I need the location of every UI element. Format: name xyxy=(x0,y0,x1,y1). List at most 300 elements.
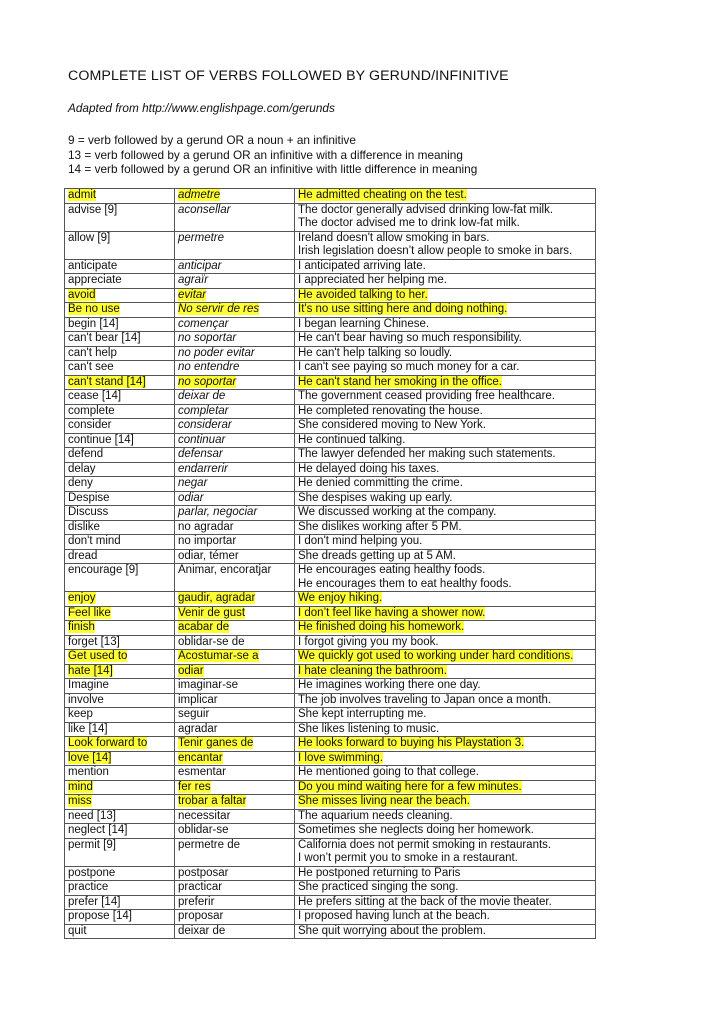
verb-cell xyxy=(65,679,175,694)
example-line xyxy=(298,361,592,375)
example-line xyxy=(298,694,592,708)
translation-text: permetre de xyxy=(178,838,241,851)
example-line xyxy=(298,419,592,433)
table-row xyxy=(65,535,596,550)
example-line xyxy=(298,737,592,751)
translation-text: oblidar-se xyxy=(178,824,229,836)
table-row xyxy=(65,231,596,259)
verb-text: don't mind xyxy=(68,535,121,547)
example-line xyxy=(298,274,592,288)
example-cell xyxy=(295,477,596,492)
translation-cell xyxy=(175,346,295,361)
verb-text: anticipate xyxy=(68,259,118,272)
table-row xyxy=(65,317,596,332)
table-row xyxy=(65,549,596,564)
verb-cell xyxy=(65,288,175,303)
translation-text: preferir xyxy=(178,895,215,908)
translation-cell xyxy=(175,824,295,839)
verb-cell xyxy=(65,549,175,564)
table-row xyxy=(65,924,596,939)
verb-text: allow [9] xyxy=(68,231,111,244)
verb-text: mention xyxy=(68,766,109,778)
example-line xyxy=(298,910,592,924)
example-line xyxy=(298,564,592,578)
verb-table-body xyxy=(65,189,596,939)
verb-text: continue [14] xyxy=(68,433,134,446)
verb-text: can't see xyxy=(68,361,114,373)
verb-text: can't bear [14] xyxy=(68,332,141,344)
verb-text: Despise xyxy=(68,491,110,504)
example-cell xyxy=(295,564,596,592)
translation-cell xyxy=(175,924,295,939)
example-cell xyxy=(295,288,596,303)
verb-cell xyxy=(65,693,175,708)
verb-text: love [14] xyxy=(68,751,112,764)
example-cell xyxy=(295,751,596,766)
example-text: I began learning Chinese. xyxy=(298,317,430,330)
translation-cell xyxy=(175,231,295,259)
translation-cell xyxy=(175,332,295,347)
translation-text: Venir de gust xyxy=(178,606,246,619)
table-row xyxy=(65,679,596,694)
translation-cell xyxy=(175,491,295,506)
verb-cell xyxy=(65,664,175,679)
translation-text: agradar xyxy=(178,722,218,735)
example-cell xyxy=(295,332,596,347)
translation-cell xyxy=(175,303,295,318)
example-cell xyxy=(295,375,596,390)
example-cell xyxy=(295,924,596,939)
example-line xyxy=(298,810,592,824)
table-row xyxy=(65,332,596,347)
translation-cell xyxy=(175,895,295,910)
example-line xyxy=(298,824,592,838)
translation-text: evitar xyxy=(178,288,207,301)
example-cell xyxy=(295,910,596,925)
legend-item: 9 = verb followed by a gerund OR a noun + an infinitive xyxy=(68,133,356,147)
translation-text: aconsellar xyxy=(178,203,231,216)
example-text: She considered moving to New York. xyxy=(298,419,486,431)
example-cell xyxy=(295,795,596,810)
translation-cell xyxy=(175,433,295,448)
table-row xyxy=(65,288,596,303)
example-text: We discussed working at the company. xyxy=(298,506,497,518)
verb-cell xyxy=(65,361,175,376)
example-text: He encourages eating healthy foods. xyxy=(298,564,486,576)
translation-text: encantar xyxy=(178,751,223,764)
verb-text: like [14] xyxy=(68,722,108,735)
example-text: He continued talking. xyxy=(298,433,406,446)
table-row xyxy=(65,621,596,636)
legend xyxy=(68,133,477,177)
example-line xyxy=(298,477,592,491)
table-row xyxy=(65,189,596,204)
verb-text: advise [9] xyxy=(68,203,118,216)
example-cell xyxy=(295,664,596,679)
table-row xyxy=(65,506,596,521)
verb-text: enjoy xyxy=(68,592,96,604)
verb-cell xyxy=(65,189,175,204)
example-cell xyxy=(295,231,596,259)
example-cell xyxy=(295,824,596,839)
verb-cell xyxy=(65,303,175,318)
example-text: He prefers sitting at the back of the movie theater. xyxy=(298,895,552,908)
example-text: He encourages them to eat healthy foods. xyxy=(298,577,512,590)
translation-text: endarrerir xyxy=(178,462,228,475)
example-cell xyxy=(295,462,596,477)
example-text: The lawyer defended her making such statements. xyxy=(298,448,556,460)
verb-text: involve xyxy=(68,693,104,706)
example-line xyxy=(298,723,592,737)
verb-cell xyxy=(65,274,175,289)
translation-cell xyxy=(175,203,295,231)
example-line xyxy=(298,881,592,895)
example-text: He postponed returning to Paris xyxy=(298,866,461,879)
verb-table xyxy=(64,188,596,939)
example-text: We quickly got used to working under hard conditions. xyxy=(298,650,574,662)
example-text: She likes listening to music. xyxy=(298,722,440,735)
translation-cell xyxy=(175,288,295,303)
table-row xyxy=(65,361,596,376)
translation-text: seguir xyxy=(178,708,210,720)
translation-cell xyxy=(175,795,295,810)
translation-text: no soportar xyxy=(178,375,237,388)
example-line xyxy=(298,636,592,650)
verb-cell xyxy=(65,910,175,925)
verb-cell xyxy=(65,477,175,492)
verb-cell xyxy=(65,203,175,231)
translation-text: esmentar xyxy=(178,766,226,778)
verb-text: delay xyxy=(68,462,96,475)
verb-text: quit xyxy=(68,924,87,937)
example-cell xyxy=(295,520,596,535)
verb-cell xyxy=(65,635,175,650)
verb-text: postpone xyxy=(68,866,116,879)
translation-cell xyxy=(175,404,295,419)
verb-text: Imagine xyxy=(68,679,109,691)
example-text: She dislikes working after 5 PM. xyxy=(298,520,462,533)
example-text: I can't see paying so much money for a car. xyxy=(298,361,520,373)
example-line xyxy=(298,752,592,766)
verb-text: consider xyxy=(68,419,112,431)
translation-text: acabar de xyxy=(178,621,230,633)
example-line xyxy=(298,665,592,679)
example-cell xyxy=(295,650,596,665)
table-row xyxy=(65,795,596,810)
example-line xyxy=(298,896,592,910)
verb-text: Be no use xyxy=(68,303,120,315)
example-text: He finished doing his homework. xyxy=(298,621,465,633)
verb-cell xyxy=(65,751,175,766)
verb-cell xyxy=(65,838,175,866)
table-row xyxy=(65,737,596,752)
translation-cell xyxy=(175,650,295,665)
page-title: COMPLETE LIST OF VERBS FOLLOWED BY GERUND/INFINITIVE xyxy=(68,68,509,84)
translation-text: completar xyxy=(178,404,229,417)
table-row xyxy=(65,635,596,650)
example-cell xyxy=(295,189,596,204)
example-line xyxy=(298,839,592,853)
example-text: California does not permit smoking in restaurants. xyxy=(298,838,552,851)
example-line xyxy=(298,852,592,866)
example-cell xyxy=(295,404,596,419)
translation-text: continuar xyxy=(178,433,226,446)
table-row xyxy=(65,664,596,679)
example-cell xyxy=(295,693,596,708)
verb-text: cease [14] xyxy=(68,390,122,402)
example-text: He avoided talking to her. xyxy=(298,288,428,301)
translation-cell xyxy=(175,866,295,881)
translation-text: imaginar-se xyxy=(178,679,239,691)
verb-text: begin [14] xyxy=(68,317,119,330)
example-text: He looks forward to buying his Playstation 3. xyxy=(298,737,525,749)
example-text: She kept interrupting me. xyxy=(298,708,427,720)
translation-text: Tenir ganes de xyxy=(178,737,254,749)
verb-text: appreciate xyxy=(68,274,122,286)
table-row xyxy=(65,404,596,419)
translation-cell xyxy=(175,664,295,679)
verb-cell xyxy=(65,737,175,752)
translation-text: trobar a faltar xyxy=(178,795,247,807)
example-text: Sometimes she neglects doing her homework. xyxy=(298,824,534,836)
table-row xyxy=(65,650,596,665)
table-row xyxy=(65,606,596,621)
example-cell xyxy=(295,203,596,231)
translation-text: agraïr xyxy=(178,274,209,286)
translation-cell xyxy=(175,679,295,694)
verb-text: Feel like xyxy=(68,606,111,619)
verb-cell xyxy=(65,621,175,636)
table-row xyxy=(65,390,596,405)
verb-cell xyxy=(65,809,175,824)
example-line xyxy=(298,232,592,246)
translation-text: començar xyxy=(178,317,229,330)
example-text: Do you mind waiting here for a few minutes. xyxy=(298,780,522,793)
table-row xyxy=(65,766,596,781)
example-text: It's no use sitting here and doing nothing. xyxy=(298,303,508,315)
translation-text: proposar xyxy=(178,910,224,922)
verb-text: avoid xyxy=(68,288,96,301)
example-cell xyxy=(295,448,596,463)
example-text: He delayed doing his taxes. xyxy=(298,462,440,475)
example-text: The government ceased providing free healthcare. xyxy=(298,390,555,402)
example-line xyxy=(298,376,592,390)
example-line xyxy=(298,679,592,693)
translation-cell xyxy=(175,751,295,766)
translation-cell xyxy=(175,592,295,607)
source-note: Adapted from http://www.englishpage.com/gerunds xyxy=(68,101,335,115)
example-text: I don't mind helping you. xyxy=(298,535,423,547)
example-line xyxy=(298,925,592,939)
verb-cell xyxy=(65,317,175,332)
example-text: Irish legislation doesn’t allow people to smoke in bars. xyxy=(298,245,573,257)
example-text: I won’t permit you to smoke in a restaurant. xyxy=(298,852,518,864)
verb-cell xyxy=(65,766,175,781)
example-line xyxy=(298,578,592,592)
table-row xyxy=(65,448,596,463)
table-row xyxy=(65,274,596,289)
example-cell xyxy=(295,506,596,521)
example-cell xyxy=(295,433,596,448)
example-text: He denied committing the crime. xyxy=(298,477,463,489)
verb-text: forget [13] xyxy=(68,635,120,648)
example-cell xyxy=(295,679,596,694)
verb-text: need [13] xyxy=(68,809,116,822)
example-line xyxy=(298,708,592,722)
example-cell xyxy=(295,549,596,564)
table-row xyxy=(65,708,596,723)
table-row xyxy=(65,462,596,477)
example-text: The doctor advised me to drink low-fat milk. xyxy=(298,217,520,229)
translation-text: necessitar xyxy=(178,809,231,822)
verb-cell xyxy=(65,592,175,607)
table-row xyxy=(65,433,596,448)
translation-text: considerar xyxy=(178,419,232,431)
example-line xyxy=(298,318,592,332)
example-line xyxy=(298,332,592,346)
translation-text: no soportar xyxy=(178,332,237,344)
translation-cell xyxy=(175,838,295,866)
example-line xyxy=(298,347,592,361)
translation-text: fer res xyxy=(178,780,211,793)
example-line xyxy=(298,245,592,259)
translation-text: parlar, negociar xyxy=(178,506,258,518)
example-line xyxy=(298,463,592,477)
example-cell xyxy=(295,895,596,910)
verb-text: miss xyxy=(68,795,92,807)
translation-text: gaudir, agradar xyxy=(178,592,256,604)
example-cell xyxy=(295,303,596,318)
table-row xyxy=(65,751,596,766)
example-line xyxy=(298,492,592,506)
verb-cell xyxy=(65,231,175,259)
verb-cell xyxy=(65,506,175,521)
translation-cell xyxy=(175,621,295,636)
verb-cell xyxy=(65,520,175,535)
example-cell xyxy=(295,708,596,723)
translation-text: odiar xyxy=(178,491,204,504)
legend-item: 13 = verb followed by a gerund OR an infinitive with a difference in meaning xyxy=(68,147,463,162)
verb-text: Get used to xyxy=(68,650,128,662)
example-cell xyxy=(295,621,596,636)
verb-text: admit xyxy=(68,189,97,201)
table-row xyxy=(65,259,596,274)
example-cell xyxy=(295,592,596,607)
example-cell xyxy=(295,361,596,376)
translation-cell xyxy=(175,881,295,896)
translation-text: odiar, témer xyxy=(178,549,239,562)
example-text: He imagines working there one day. xyxy=(298,679,481,691)
translation-cell xyxy=(175,506,295,521)
translation-cell xyxy=(175,737,295,752)
example-line xyxy=(298,260,592,274)
verb-text: practice xyxy=(68,881,109,893)
table-row xyxy=(65,375,596,390)
example-cell xyxy=(295,419,596,434)
translation-cell xyxy=(175,317,295,332)
translation-cell xyxy=(175,189,295,204)
table-row xyxy=(65,895,596,910)
table-row xyxy=(65,824,596,839)
example-line xyxy=(298,217,592,231)
verb-text: finish xyxy=(68,621,95,633)
verb-cell xyxy=(65,780,175,795)
verb-text: mind xyxy=(68,780,93,793)
example-text: She quit worrying about the problem. xyxy=(298,924,486,937)
translation-text: deixar de xyxy=(178,390,226,402)
translation-text: implicar xyxy=(178,693,218,706)
example-line xyxy=(298,390,592,404)
verb-cell xyxy=(65,881,175,896)
translation-text: postposar xyxy=(178,866,229,879)
example-text: I proposed having lunch at the beach. xyxy=(298,910,490,922)
example-text: I hate cleaning the bathroom. xyxy=(298,664,447,677)
translation-text: Animar, encoratjar xyxy=(178,564,272,576)
table-row xyxy=(65,520,596,535)
verb-cell xyxy=(65,824,175,839)
table-row xyxy=(65,722,596,737)
verb-cell xyxy=(65,924,175,939)
table-row xyxy=(65,780,596,795)
verb-text: encourage [9] xyxy=(68,564,139,576)
translation-text: odiar xyxy=(178,664,204,677)
example-text: She misses living near the beach. xyxy=(298,795,470,807)
verb-text: complete xyxy=(68,404,115,417)
translation-text: negar xyxy=(178,477,208,489)
example-text: The aquarium needs cleaning. xyxy=(298,809,453,822)
translation-cell xyxy=(175,780,295,795)
verb-text: can't stand [14] xyxy=(68,375,146,388)
table-row xyxy=(65,203,596,231)
translation-cell xyxy=(175,564,295,592)
example-cell xyxy=(295,606,596,621)
example-text: I forgot giving you my book. xyxy=(298,635,439,648)
translation-cell xyxy=(175,448,295,463)
verb-cell xyxy=(65,491,175,506)
verb-cell xyxy=(65,564,175,592)
translation-cell xyxy=(175,910,295,925)
translation-text: oblidar-se de xyxy=(178,635,245,648)
example-text: I love swimming. xyxy=(298,751,383,764)
verb-cell xyxy=(65,375,175,390)
translation-cell xyxy=(175,809,295,824)
example-cell xyxy=(295,722,596,737)
verb-cell xyxy=(65,390,175,405)
example-cell xyxy=(295,737,596,752)
table-row xyxy=(65,477,596,492)
verb-cell xyxy=(65,462,175,477)
translation-cell xyxy=(175,419,295,434)
example-cell xyxy=(295,866,596,881)
example-cell xyxy=(295,809,596,824)
verb-cell xyxy=(65,419,175,434)
example-text: He admitted cheating on the test. xyxy=(298,189,467,201)
translation-cell xyxy=(175,693,295,708)
example-line xyxy=(298,448,592,462)
verb-text: Discuss xyxy=(68,506,109,518)
table-row xyxy=(65,419,596,434)
example-cell xyxy=(295,346,596,361)
example-cell xyxy=(295,881,596,896)
translation-cell xyxy=(175,274,295,289)
legend-item: 14 = verb followed by a gerund OR an infinitive with little difference in meaning xyxy=(68,162,478,177)
table-row xyxy=(65,346,596,361)
translation-cell xyxy=(175,708,295,723)
verb-cell xyxy=(65,650,175,665)
table-row xyxy=(65,910,596,925)
verb-text: prefer [14] xyxy=(68,895,121,908)
example-line xyxy=(298,535,592,549)
